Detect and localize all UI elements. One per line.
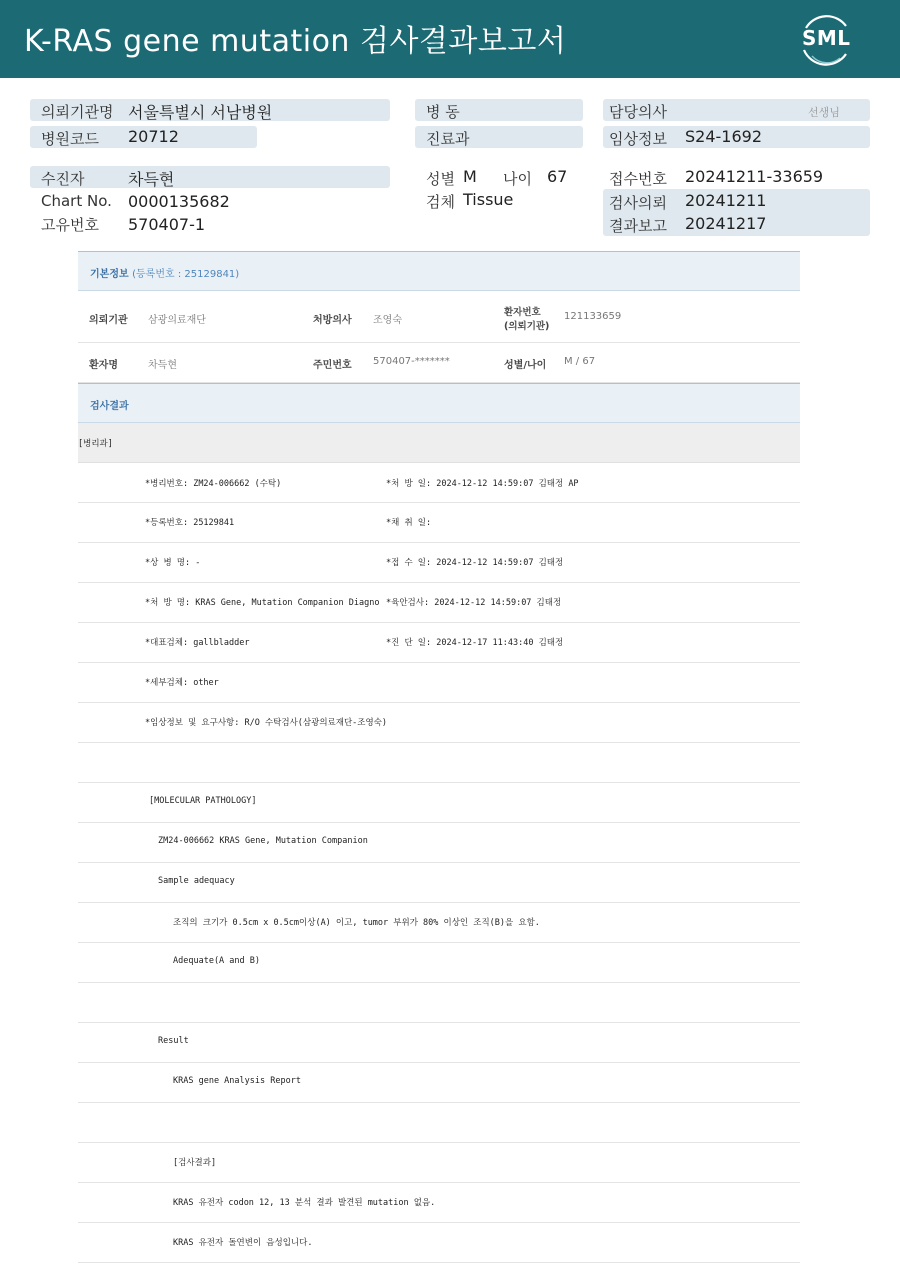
- logo-text: SML: [802, 26, 851, 50]
- sample-adequacy-criteria: 조직의 크기가 0.5cm x 0.5cm이상(A) 이고, tumor 부위가 80% 이상인 조직(B)을 요함.: [173, 918, 540, 928]
- receipt-label: 접수번호: [609, 170, 667, 188]
- report-body: [78, 251, 800, 1271]
- institution-value: 서울특별시 서남병원: [128, 103, 273, 122]
- result-row: [78, 503, 800, 543]
- clinical-requirements: *임상정보 및 요구사항: R/O 수탁검사(삼광의료재단-조영숙): [145, 718, 388, 728]
- prescriber-value: 조영숙: [373, 315, 402, 326]
- unique-no-value: 570407-1: [128, 215, 206, 234]
- patient-no-label-1: 환자번호: [504, 307, 541, 318]
- prescription-date: *처 방 일: 2024-12-12 14:59:07 김태정 AP: [386, 479, 579, 489]
- result-row: [78, 1183, 800, 1223]
- receipt-date: *접 수 일: 2024-12-12 14:59:07 김태정: [386, 558, 564, 568]
- detail-specimen: *세부검체: other: [145, 678, 219, 688]
- report-value: 20241217: [685, 214, 767, 233]
- prescriber-label: 처방의사: [313, 315, 352, 326]
- specimen-label: 검체: [426, 193, 455, 211]
- basic-info-row-1: [78, 291, 800, 343]
- sex-label: 성별: [426, 170, 455, 188]
- result-row: [78, 663, 800, 703]
- molecular-pathology-heading: [MOLECULAR PATHOLOGY]: [149, 796, 257, 806]
- sex-value: M: [463, 167, 477, 186]
- age-value: 67: [547, 167, 568, 186]
- basic-info-title: [90, 265, 239, 280]
- result-row: [78, 823, 800, 863]
- basic-info-row-2: [78, 343, 800, 383]
- request-label: 검사의뢰: [609, 194, 667, 212]
- basic-info-header: [78, 251, 800, 291]
- analysis-report-title: KRAS gene Analysis Report: [173, 1076, 301, 1086]
- result-row: [78, 1143, 800, 1183]
- registration-no: *등록번호: 25129841: [145, 518, 235, 528]
- results-title: 검사결과: [90, 401, 129, 412]
- result-row: [78, 703, 800, 743]
- chart-no-value: 0000135682: [128, 192, 230, 211]
- specimen-value: Tissue: [463, 190, 514, 209]
- result-row: [78, 463, 800, 503]
- diagnosis-name: *상 병 명: -: [145, 558, 201, 568]
- result-row: [78, 903, 800, 943]
- sample-adequacy-heading: Sample adequacy: [158, 876, 235, 886]
- patient-no-label-2: (의뢰기관): [504, 321, 550, 332]
- institution-label: 의뢰기관명: [41, 103, 114, 121]
- department-row-gray: [78, 423, 800, 463]
- request-value: 20241211: [685, 191, 767, 210]
- result-row: [78, 1223, 800, 1263]
- sex-age-value: M / 67: [564, 356, 596, 367]
- report-label: 결과보고: [609, 217, 667, 235]
- report-header: [0, 0, 900, 78]
- blank-row: [78, 743, 800, 783]
- patient-name-value: 차득현: [148, 360, 177, 371]
- prescription-name: *처 방 명: KRAS Gene, Mutation Companion Diagno: [145, 598, 380, 608]
- sex-age-label: 성별/나이: [504, 360, 547, 371]
- result-row: [78, 583, 800, 623]
- test-result-heading: [검사결과]: [173, 1158, 217, 1168]
- age-label: 나이: [503, 170, 532, 188]
- result-row: [78, 943, 800, 983]
- resident-no-label: 주민번호: [313, 360, 352, 371]
- result-row: [78, 1023, 800, 1063]
- blank-row: [78, 1103, 800, 1143]
- unique-no-label: 고유번호: [41, 216, 99, 234]
- result-row: [78, 863, 800, 903]
- gross-exam-date: *육안검사: 2024-12-12 14:59:07 김태정: [386, 598, 562, 608]
- chart-no-label: Chart No.: [41, 192, 112, 210]
- clinical-info-value: S24-1692: [685, 127, 763, 146]
- patient-name-label: 환자명: [89, 360, 118, 371]
- codon-analysis-result: KRAS 유전자 codon 12, 13 분석 결과 발견된 mutation 없음.: [173, 1198, 436, 1208]
- receipt-value: 20241211-33659: [685, 167, 824, 186]
- sml-logo: [796, 12, 854, 66]
- results-header: [78, 383, 800, 423]
- page-title: K-RAS gene mutation 검사결과보고서: [24, 24, 567, 59]
- basic-info-title-text: 기본정보: [90, 269, 129, 280]
- blank-row: [78, 983, 800, 1023]
- result-row: [78, 543, 800, 583]
- representative-specimen: *대표검체: gallbladder: [145, 638, 250, 648]
- resident-no-value: 570407-*******: [373, 356, 450, 367]
- patient-no-value: 121133659: [564, 311, 622, 322]
- hospital-code-value: 20712: [128, 127, 179, 146]
- result-row: [78, 623, 800, 663]
- patient-label: 수진자: [41, 170, 85, 188]
- final-conclusion: KRAS 유전자 돌연변이 음성입니다.: [173, 1238, 313, 1248]
- doctor-suffix: 선생님: [808, 106, 840, 119]
- pathology-dept: [병리과]: [78, 439, 113, 449]
- req-inst-label: 의뢰기관: [89, 315, 128, 326]
- result-row: [78, 783, 800, 823]
- req-inst-value: 삼광의료재단: [148, 315, 206, 326]
- molecular-test-id: ZM24-006662 KRAS Gene, Mutation Companion: [158, 836, 368, 846]
- result-row: [78, 1063, 800, 1103]
- clinical-info-label: 임상정보: [609, 130, 667, 148]
- registration-number: (등록번호 : 25129841): [132, 269, 240, 280]
- ward-label: 병 동: [426, 103, 460, 121]
- collection-date: *채 취 일:: [386, 518, 432, 528]
- result-heading: Result: [158, 1036, 189, 1046]
- diagnosis-date: *진 단 일: 2024-12-17 11:43:40 김태정: [386, 638, 564, 648]
- hospital-code-label: 병원코드: [41, 130, 99, 148]
- doctor-label: 담당의사: [609, 103, 667, 121]
- sample-adequacy-result: Adequate(A and B): [173, 956, 260, 966]
- patient-value: 차득현: [128, 170, 175, 189]
- department-label: 진료과: [426, 130, 470, 148]
- pathology-number: *병리번호: ZM24-006662 (수탁): [145, 479, 282, 489]
